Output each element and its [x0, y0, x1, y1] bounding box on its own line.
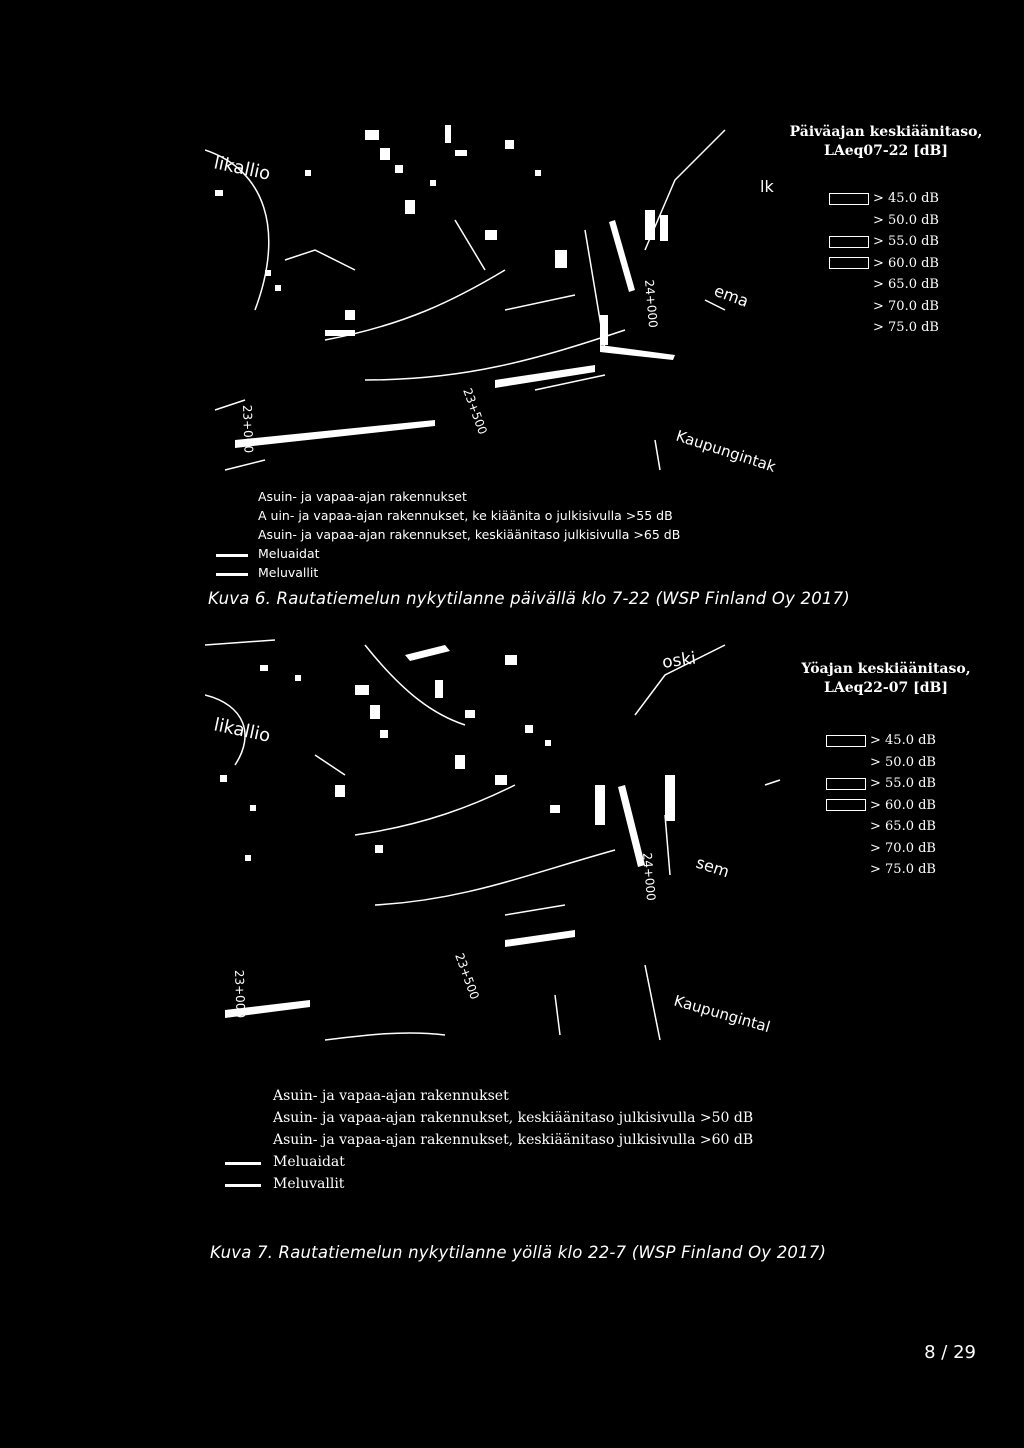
legend-label: > 50.0 dB: [873, 212, 939, 228]
place-label: ema: [711, 280, 752, 311]
legend-label: > 55.0 dB: [870, 776, 936, 792]
legend-swatch: [826, 756, 866, 768]
building-legend-item: Asuin- ja vapaa-ajan rakennukset: [258, 489, 467, 504]
legend-row: [826, 816, 936, 838]
legend-row: [826, 838, 936, 860]
legend-label: > 60.0 dB: [873, 255, 939, 271]
chainage-label: 23+000: [240, 404, 256, 454]
legend-row: [829, 317, 939, 339]
legend-swatch: [829, 322, 869, 334]
legend-label: > 75.0 dB: [873, 320, 939, 336]
legend-label: > 45.0 dB: [870, 733, 936, 749]
legend-label: > 70.0 dB: [873, 298, 939, 314]
legend-label: Meluvallit: [273, 1176, 345, 1192]
legend-row: [826, 752, 936, 774]
legend-title-line1: Yöajan keskiäänitaso,: [801, 661, 971, 677]
legend-row: [829, 231, 939, 253]
barrier-line-icon: [225, 1162, 261, 1165]
legend-title: [786, 660, 986, 698]
legend-label: Meluaidat: [273, 1154, 345, 1170]
noise-barrier-legend: [273, 1151, 753, 1173]
building-legend-item: Asuin- ja vapaa-ajan rakennukset: [273, 1088, 509, 1104]
noise-embankment-legend: [273, 1173, 753, 1195]
legend-row: [829, 188, 939, 210]
legend-title-line2: LAeq22-07 [dB]: [824, 680, 948, 696]
legend-row: [829, 274, 939, 296]
legend-row: [829, 210, 939, 232]
noise-level-legend: [829, 188, 939, 339]
legend-swatch: [826, 735, 866, 747]
legend-label: Meluaidat: [258, 546, 320, 561]
legend-label: > 55.0 dB: [873, 234, 939, 250]
building-legend-item: Asuin- ja vapaa-ajan rakennukset, keskiäänitaso julkisivulla >65 dB: [258, 527, 681, 542]
chainage-label: 24+000: [640, 852, 659, 902]
legend-label: > 75.0 dB: [870, 862, 936, 878]
legend-label: > 65.0 dB: [873, 277, 939, 293]
place-label: likallio: [211, 714, 273, 747]
embankment-line-icon: [216, 573, 248, 576]
legend-swatch: [826, 842, 866, 854]
building-legend: [258, 487, 680, 582]
noise-level-legend: [826, 730, 936, 881]
noise-map-day: [205, 110, 785, 485]
place-label: oski: [660, 648, 698, 673]
legend-label: > 65.0 dB: [870, 819, 936, 835]
noise-embankment-legend: [258, 563, 680, 582]
barrier-line-icon: [216, 554, 248, 557]
noise-map-night: [205, 635, 785, 1055]
legend-label: > 50.0 dB: [870, 754, 936, 770]
place-label: likallio: [211, 152, 273, 185]
legend-title-line1: Päiväajan keskiäänitaso,: [789, 124, 983, 140]
legend-row: [826, 859, 936, 881]
place-label: sem: [693, 852, 732, 882]
building-legend-item: Asuin- ja vapaa-ajan rakennukset, keskiäänitaso julkisivulla >60 dB: [273, 1132, 754, 1148]
legend-swatch: [829, 214, 869, 226]
legend-swatch: [829, 300, 869, 312]
legend-label: > 45.0 dB: [873, 191, 939, 207]
figure-caption: Kuva 6. Rautatiemelun nykytilanne päivällä klo 7-22 (WSP Finland Oy 2017): [208, 589, 850, 608]
legend-swatch: [826, 821, 866, 833]
legend-title: [786, 123, 986, 161]
legend-label: > 70.0 dB: [870, 840, 936, 856]
chainage-label: 23+000: [232, 969, 248, 1019]
building-legend-item: Asuin- ja vapaa-ajan rakennukset, keskiäänitaso julkisivulla >50 dB: [273, 1110, 754, 1126]
legend-title-line2: LAeq07-22 [dB]: [824, 143, 948, 159]
embankment-line-icon: [225, 1184, 261, 1187]
legend-swatch: [829, 279, 869, 291]
legend-row: [826, 773, 936, 795]
legend-swatch: [826, 864, 866, 876]
legend-row: [829, 296, 939, 318]
chainage-label: 23+500: [460, 386, 490, 437]
noise-barrier-legend: [258, 544, 680, 563]
legend-row: [826, 795, 936, 817]
chainage-label: 23+500: [452, 951, 482, 1002]
place-label: Kaupungintak: [673, 426, 779, 476]
building-legend: [273, 1085, 753, 1195]
legend-label: Meluvallit: [258, 565, 319, 580]
legend-swatch: [829, 236, 869, 248]
page-number: 8 / 29: [924, 1342, 976, 1363]
legend-row: [826, 730, 936, 752]
building-legend-item: A uin- ja vapaa-ajan rakennukset, ke kiäänita o julkisivulla >55 dB: [258, 508, 673, 523]
figure-caption: Kuva 7. Rautatiemelun nykytilanne yöllä klo 22-7 (WSP Finland Oy 2017): [210, 1243, 827, 1262]
map-letter-label: lk: [760, 177, 774, 196]
legend-label: > 60.0 dB: [870, 797, 936, 813]
legend-swatch: [829, 257, 869, 269]
place-label: Kaupungintal: [671, 991, 773, 1037]
legend-swatch: [826, 799, 866, 811]
legend-row: [829, 253, 939, 275]
chainage-label: 24+000: [642, 279, 661, 329]
legend-swatch: [829, 193, 869, 205]
legend-swatch: [826, 778, 866, 790]
